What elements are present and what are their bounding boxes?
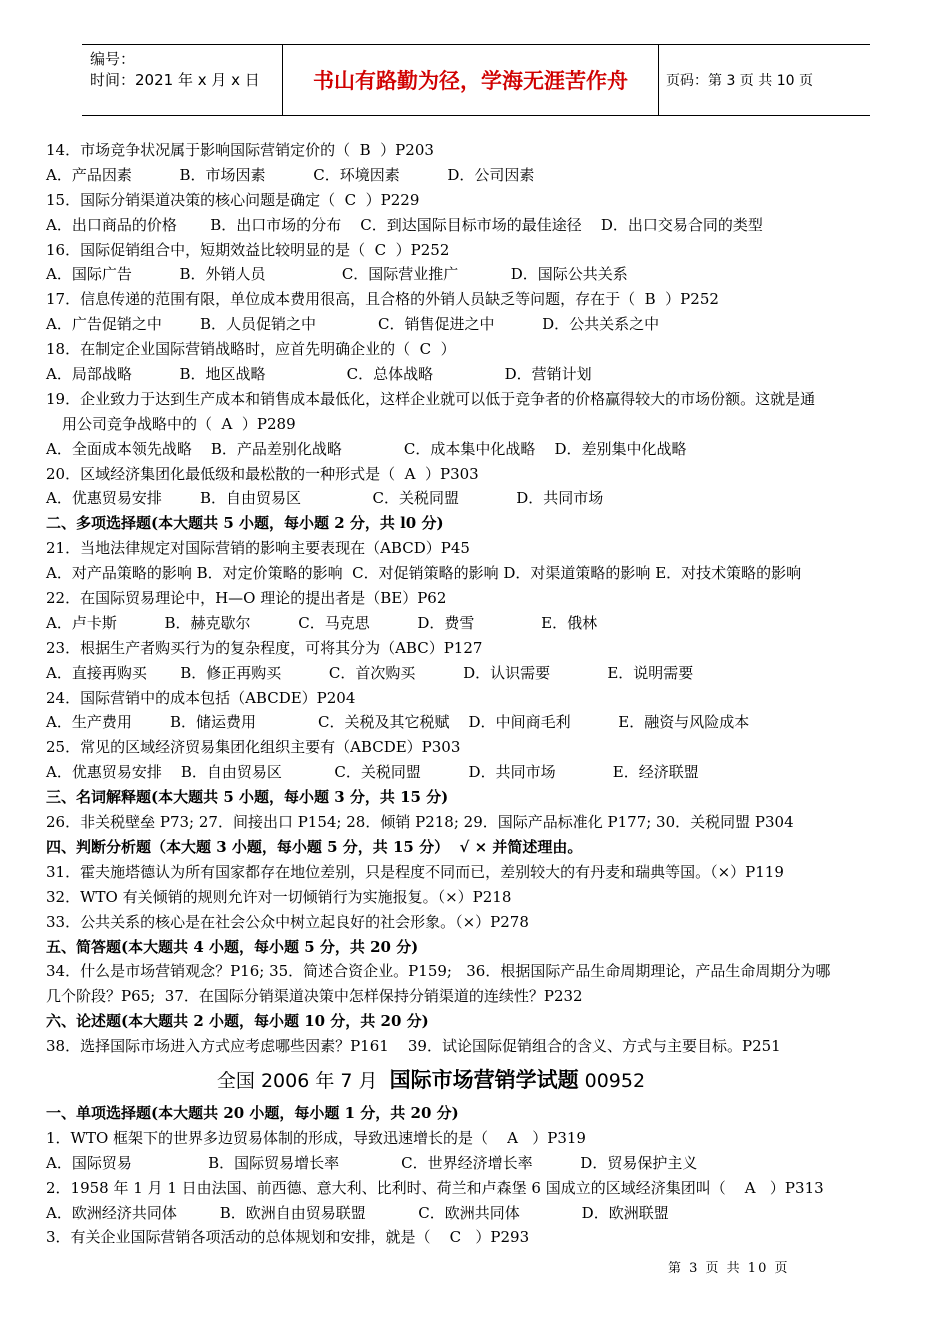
options-line: A．国际贸易 B．国际贸易增长率 C．世界经济增长率 D．贸易保护主义 [46,1153,698,1172]
question-line: 34．什么是市场营销观念？P16; 35．简述合资企业。P159; 36．根据国际产品生命周期理论，产品生命周期分为哪 [46,962,831,981]
question-line: 22．在国际贸易理论中，H—O 理论的提出者是（BE）P62 [46,589,447,608]
document-body [46,138,916,1250]
options-line: A．欧洲经济共同体 B．欧洲自由贸易联盟 C．欧洲共同体 D．欧洲联盟 [46,1203,669,1222]
page-header [82,44,870,116]
options-line: A．局部战略 B．地区战略 C．总体战略 D．营销计划 [46,365,592,384]
options-line: A．对产品策略的影响 B．对定价策略的影响 C．对促销策略的影响 D．对渠道策略的影响 E．对技术策略的影响 [46,564,802,583]
options-line: A．直接再购买 B．修正再购买 C．首次购买 D．认识需要 E．说明需要 [46,663,694,682]
question-line: 18．在制定企业国际营销战略时，应首先明确企业的（ C ） [46,340,456,359]
section-heading: 二、多项选择题(本大题共 5 小题，每小题 2 分，共 l0 分) [46,514,444,533]
section-heading: 六、论述题(本大题共 2 小题，每小题 10 分，共 20 分) [46,1012,429,1031]
header-motto-cell [282,45,659,115]
options-line: A．全面成本领先战略 B．产品差别化战略 C．成本集中化战略 D．差别集中化战略 [46,439,687,458]
section-heading: 四、判断分析题（本大题 3 小题，每小题 5 分，共 15 分） √ × 并简述理由。 [46,837,583,856]
options-line: A．产品因素 B．市场因素 C．环境因素 D．公司因素 [46,165,535,184]
header-motto: 书山有路勤为径，学海无涯苦作舟 [313,68,628,93]
question-line: 26．非关税壁垒 P73; 27．间接出口 P154; 28．倾销 P218; 29．国际产品标准化 P177; 30．关税同盟 P304 [46,813,794,832]
question-line: 24．国际营销中的成本包括（ABCDE）P204 [46,688,356,707]
exam-title-code: 00952 [578,1069,646,1092]
options-line: A．出口商品的价格 B．出口市场的分布 C．到达国际目标市场的最佳途径 D．出口交易合同的类型 [46,215,763,234]
options-line: A．卢卡斯 B．赫克歇尔 C．马克思 D．费雪 E．俄林 [46,613,598,632]
options-line: A．国际广告 B．外销人员 C．国际营业推广 D．国际公共关系 [46,265,628,284]
section-heading: 三、名词解释题(本大题共 5 小题，每小题 3 分，共 15 分) [46,788,449,807]
question-line: 21．当地法律规定对国际营销的影响主要表现在（ABCD）P45 [46,539,470,558]
question-line: 23．根据生产者购买行为的复杂程度，可将其分为（ABC）P127 [46,638,483,657]
options-line: A．生产费用 B．储运费用 C．关税及其它税赋 D．中间商毛利 E．融资与风险成本 [46,713,750,732]
header-page-label: 页码：第 3 页 共 10 页 [666,73,813,89]
question-line: 31．霍夫施塔德认为所有国家都存在地位差别，只是程度不同而已，差别较大的有丹麦和瑞典等国。（×）P119 [46,862,784,881]
question-line: 15．国际分销渠道决策的核心问题是确定（ C ）P229 [46,190,420,209]
header-page-cell [658,45,878,115]
question-line: 33．公共关系的核心是在社会公众中树立起良好的社会形象。（×）P278 [46,912,529,931]
question-line: 17．信息传递的范围有限，单位成本费用很高，且合格的外销人员缺乏等问题，存在于（ B ）P252 [46,290,719,309]
header-meta [82,45,282,115]
section-heading: 一、单项选择题(本大题共 20 小题，每小题 1 分，共 20 分) [46,1103,459,1122]
exam-title-main: 国际市场营销学试题 [389,1067,579,1092]
question-line: 32．WTO 有关倾销的规则允许对一切倾销行为实施报复。（×）P218 [46,887,512,906]
question-line: 14．市场竞争状况属于影响国际营销定价的（ B ）P203 [46,141,434,159]
options-line: A．广告促销之中 B．人员促销之中 C．销售促进之中 D．公共关系之中 [46,315,660,334]
question-line: 2．1958 年 1 月 1 日由法国、前西德、意大利、比利时、荷兰和卢森堡 6 国成立的区域经济集团叫（ A ）P313 [46,1178,824,1197]
options-line: A．优惠贸易安排 B．自由贸易区 C．关税同盟 D．共同市场 E．经济联盟 [46,763,699,782]
question-line: 3．有关企业国际营销各项活动的总体规划和安排，就是（ C ）P293 [46,1228,530,1247]
question-line: 16．国际促销组合中，短期效益比较明显的是（ C ）P252 [46,240,450,259]
question-line: 19．企业致力于达到生产成本和销售成本最低化，这样企业就可以低于竞争者的价格赢得较大的市场份额。这就是通 [46,389,816,408]
question-line: 38．选择国际市场进入方式应考虑哪些因素？P161 39．试论国际促销组合的含义、方式与主要目标。P251 [46,1037,781,1056]
question-continuation: 用公司竞争战略中的（ A ）P289 [62,414,296,433]
exam-title [46,1059,916,1101]
doc-time-label: 时间：2021 年 x 月 x 日 [90,71,260,89]
doc-number-label: 编号： [90,50,136,68]
exam-title-date: 全国 2006 年 7 月 [216,1069,390,1092]
question-continuation: 几个阶段？P65; 37．在国际分销渠道决策中怎样保持分销渠道的连续性？P232 [46,987,583,1006]
page-footer: 第 3 页 共 10 页 [668,1261,790,1276]
options-line: A．优惠贸易安排 B．自由贸易区 C．关税同盟 D．共同市场 [46,489,604,508]
question-line: 20．区域经济集团化最低级和最松散的一种形式是（ A ）P303 [46,464,479,483]
question-line: 25．常见的区域经济贸易集团化组织主要有（ABCDE）P303 [46,738,461,757]
section-heading: 五、简答题(本大题共 4 小题，每小题 5 分，共 20 分) [46,937,419,956]
question-line: 1．WTO 框架下的世界多边贸易体制的形成，导致迅速增长的是（ A ）P319 [46,1128,586,1147]
